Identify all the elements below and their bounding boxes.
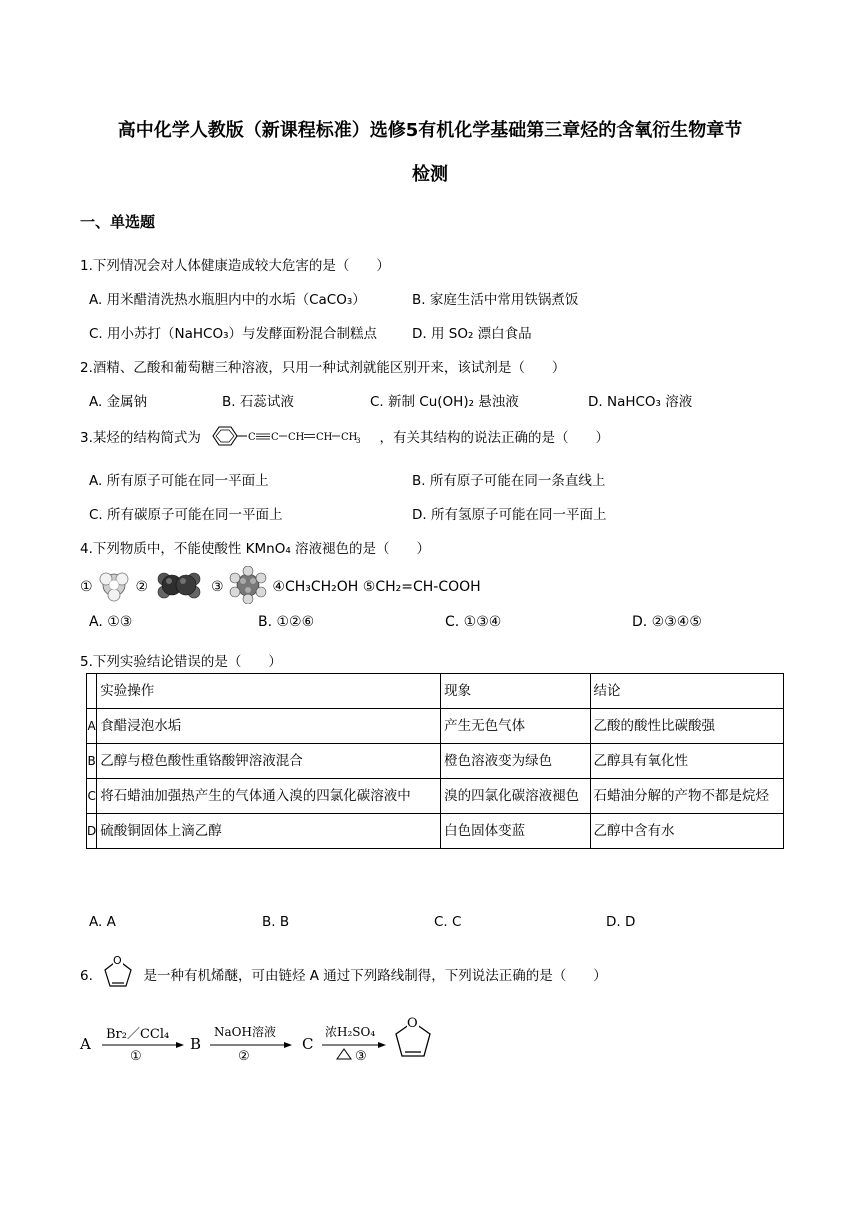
table-cell: 橙色溶液变为绿色 <box>441 744 590 779</box>
table-cell: D <box>87 814 97 849</box>
route-step-2: ② <box>238 1049 250 1064</box>
question-1-stem: 1.下列情况会对人体健康造成较大危害的是（ ） <box>80 258 390 274</box>
dihydrofuran-ring-icon <box>97 954 139 998</box>
table-cell: B <box>87 744 97 779</box>
table-header-cell: 结论 <box>590 674 784 709</box>
question-6-stem-text: 是一种有机烯醚，可由链烃 A 通过下列路线制得，下列说法正确的是（ ） <box>143 968 607 984</box>
molecule-5-label: ⑤CH₂=CH-COOH <box>362 579 481 595</box>
table-row <box>87 779 784 814</box>
table-cell: 食醋浸泡水垢 <box>97 709 441 744</box>
question-6-stem <box>80 954 607 998</box>
table-cell: 产生无色气体 <box>441 709 590 744</box>
table-cell: 硫酸铜固体上滴乙醇 <box>97 814 441 849</box>
molecule-4-label: ④CH₃CH₂OH <box>272 579 359 595</box>
benzene-model-icon <box>228 566 268 608</box>
question-3-option-c: C. 所有碳原子可能在同一平面上 <box>89 507 283 523</box>
question-4-molecules <box>80 566 481 608</box>
question-1-option-a: A. 用米醋清洗热水瓶胆内中的水垢（CaCO₃） <box>89 292 366 308</box>
svg-text:O: O <box>407 1016 418 1031</box>
molecule-3-label: ③ <box>210 579 224 595</box>
question-1-option-b: B. 家庭生活中常用铁锅煮饭 <box>412 292 579 308</box>
table-cell: 乙醇与橙色酸性重铬酸钾溶液混合 <box>97 744 441 779</box>
question-3-option-a: A. 所有原子可能在同一平面上 <box>89 473 269 489</box>
table-cell: 将石蜡油加强热产生的气体通入溴的四氯化碳溶液中 <box>97 779 441 814</box>
table-cell: A <box>87 709 97 744</box>
question-2-option-a: A. 金属钠 <box>89 394 148 410</box>
structure-formula-image <box>205 424 375 452</box>
table-cell: C <box>87 779 97 814</box>
table-cell: 乙醇具有氧化性 <box>590 744 784 779</box>
question-1-option-c: C. 用小苏打（NaHCO₃）与发酵面粉混合制糕点 <box>89 326 377 342</box>
table-cell: 乙酸的酸性比碳酸强 <box>590 709 784 744</box>
table-cell: 石蜡油分解的产物不都是烷烃 <box>590 779 784 814</box>
table-row <box>87 709 784 744</box>
methane-model-icon <box>97 568 131 606</box>
question-5-option-c: C. C <box>434 914 462 930</box>
table-header-cell: 现象 <box>441 674 590 709</box>
document-title-line1: 高中化学人教版（新课程标准）选修5有机化学基础第三章烃的含氧衍生物章节 <box>117 120 743 141</box>
question-2-stem: 2.酒精、乙酸和葡萄糖三种溶液，只用一种试剂就能区别开来，该试剂是（ ） <box>80 360 566 376</box>
question-4-option-d: D. ②③④⑤ <box>632 614 702 630</box>
svg-text:CH: CH <box>316 432 333 443</box>
table-cell: 白色固体变蓝 <box>441 814 590 849</box>
route-compound-b: B <box>190 1035 202 1053</box>
question-5-option-a: A. A <box>89 914 116 930</box>
question-5-option-d: D. D <box>606 914 636 930</box>
table-cell: 溴的四氯化碳溶液褪色 <box>441 779 590 814</box>
svg-text:CH: CH <box>341 432 358 443</box>
section-heading: 一、单选题 <box>80 213 156 231</box>
document-title-line2: 检测 <box>412 164 448 185</box>
table-header-cell <box>87 674 97 709</box>
route-compound-c: C <box>302 1035 314 1053</box>
table-row <box>87 744 784 779</box>
table-header-cell: 实验操作 <box>97 674 441 709</box>
question-3-stem <box>80 424 609 452</box>
table-header-row <box>87 674 784 709</box>
question-4-stem: 4.下列物质中，不能使酸性 KMnO₄ 溶液褪色的是（ ） <box>80 541 431 557</box>
question-1-option-d: D. 用 SO₂ 漂白食品 <box>412 326 532 342</box>
question-2-option-d: D. NaHCO₃ 溶液 <box>588 394 693 410</box>
question-2-option-c: C. 新制 Cu(OH)₂ 悬浊液 <box>370 394 519 410</box>
question-4-option-c: C. ①③④ <box>445 614 502 630</box>
molecule-2-label: ② <box>135 579 149 595</box>
route-reagent-1: Br₂／CCl₄ <box>106 1027 170 1042</box>
route-step-1: ① <box>130 1049 142 1064</box>
table-cell: 乙醇中含有水 <box>590 814 784 849</box>
svg-text:C: C <box>248 432 256 443</box>
route-step-3: ③ <box>355 1049 367 1064</box>
question-6-number: 6. <box>80 968 93 984</box>
svg-text:3: 3 <box>356 437 361 445</box>
route-reagent-3: 浓H₂SO₄ <box>325 1025 376 1039</box>
question-2-option-b: B. 石蕊试液 <box>222 394 294 410</box>
experiment-table <box>86 673 784 849</box>
table-row <box>87 814 784 849</box>
synthesis-route-diagram <box>78 1016 448 1072</box>
question-3-option-b: B. 所有原子可能在同一条直线上 <box>412 473 606 489</box>
question-3-stem-pre: 3.某烃的结构简式为 <box>80 430 201 446</box>
svg-text:C: C <box>271 432 279 443</box>
route-reagent-2: NaOH溶液 <box>214 1025 276 1039</box>
question-4-option-a: A. ①③ <box>89 614 133 630</box>
question-3-stem-post: ，有关其结构的说法正确的是（ ） <box>379 430 609 446</box>
svg-text:O: O <box>113 954 122 967</box>
ethane-model-icon <box>152 568 206 606</box>
question-5-stem: 5.下列实验结论错误的是（ ） <box>80 654 282 670</box>
question-4-option-b: B. ①②⑥ <box>258 614 315 630</box>
molecule-1-label: ① <box>80 579 93 595</box>
svg-text:CH: CH <box>288 432 305 443</box>
question-3-option-d: D. 所有氢原子可能在同一平面上 <box>412 507 607 523</box>
question-5-option-b: B. B <box>262 914 290 930</box>
route-compound-a: A <box>80 1035 91 1053</box>
